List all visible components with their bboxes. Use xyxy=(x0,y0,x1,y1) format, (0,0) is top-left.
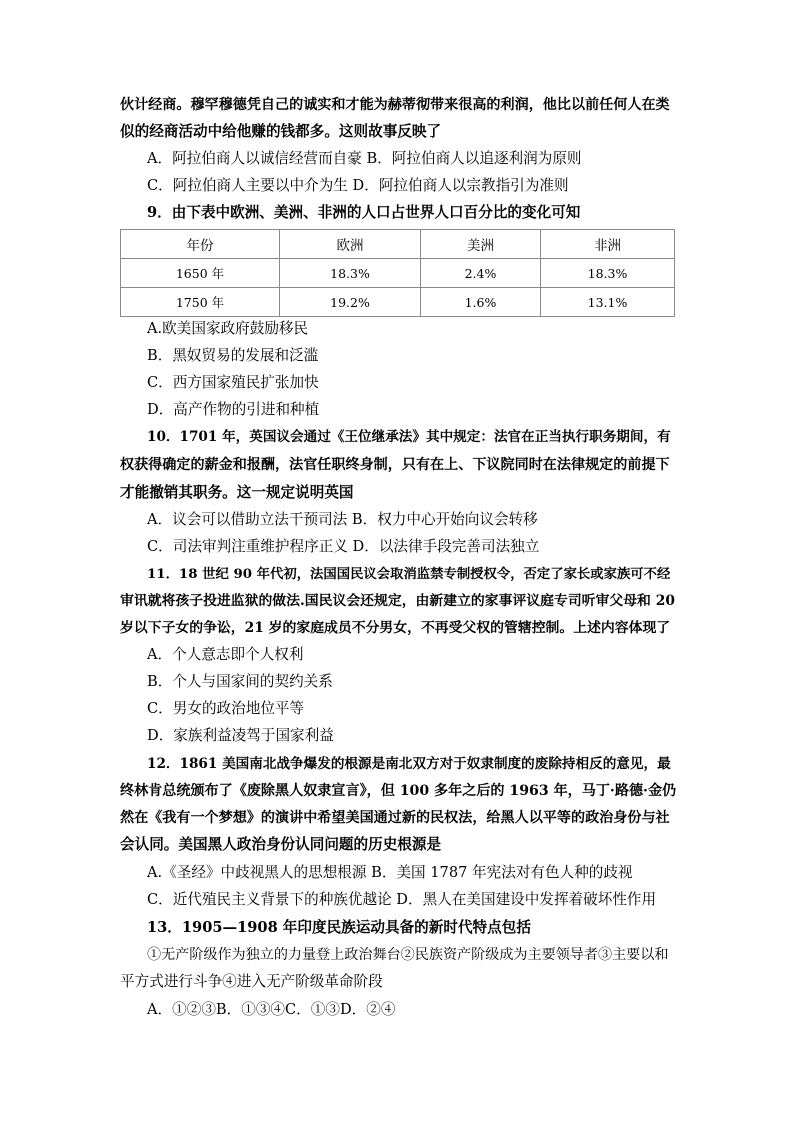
q9-option-c: C．西方国家殖民扩张加快 xyxy=(147,374,319,391)
q9-option-a: A.欧美国家政府鼓励移民 xyxy=(147,320,309,337)
q10-options-cd: C．司法审判注重维护程序正义 D．以法律手段完善司法独立 xyxy=(147,538,540,555)
q10-stem-line-2: 权获得确定的薪金和报酬，法官任职终身制，只有在上、下议院同时在法律规定的前提下 xyxy=(120,457,670,473)
q8-options-ab: A．阿拉伯商人以诚信经营而自豪 B．阿拉伯商人以追逐利润为原则 xyxy=(147,150,582,167)
table-cell: 1650 年 xyxy=(121,259,280,288)
table-cell: 18.3% xyxy=(541,259,675,288)
q10-stem-line-1: 10．1701 年，英国议会通过《王位继承法》其中规定：法官在正当执行职务期间，有 xyxy=(147,429,671,445)
q8-options-cd: C．阿拉伯商人主要以中介为生 D．阿拉伯商人以宗教指引为准则 xyxy=(147,177,569,194)
table-header-cell: 非洲 xyxy=(541,230,675,259)
q11-option-c: C．男女的政治地位平等 xyxy=(147,700,305,717)
q11-option-d: D．家族利益凌驾于国家利益 xyxy=(147,727,334,744)
q12-stem-line-3: 然在《我有一个梦想》的演讲中希望美国通过新的民权法，给黑人以平等的政治身份与社 xyxy=(120,810,670,826)
q11-option-a: A．个人意志即个人权利 xyxy=(147,646,304,663)
table-cell: 1750 年 xyxy=(121,288,280,317)
table-cell: 1.6% xyxy=(421,288,541,317)
q12-stem-line-4: 会认同。美国黑人政治身份认同问题的历史根源是 xyxy=(120,836,442,853)
population-table xyxy=(120,229,675,317)
table-row xyxy=(121,288,675,317)
q11-option-b: B．个人与国家间的契约关系 xyxy=(147,673,333,690)
q10-options-ab: A．议会可以借助立法干预司法 B．权力中心开始向议会转移 xyxy=(147,511,538,528)
q11-stem-line-2: 审讯就将孩子投进监狱的做法.国民议会还规定，由新建立的家事评议庭专司听审父母和 20 xyxy=(120,593,675,609)
q9-option-b: B．黑奴贸易的发展和泛滥 xyxy=(147,347,319,364)
q9-option-d: D．高产作物的引进和种植 xyxy=(147,401,320,418)
q13-statements-line-1: ①无产阶级作为独立的力量登上政治舞台②民族资产阶级成为主要领导者③主要以和 xyxy=(147,947,669,963)
q12-stem-line-2: 终林肯总统颁布了《废除黑人奴隶宣言》，但 100 多年之后的 1963 年，马丁·路德·金仍 xyxy=(120,783,677,799)
table-cell: 2.4% xyxy=(421,259,541,288)
q8-stem-line-2: 似的经商活动中给他赚的钱都多。这则故事反映了 xyxy=(120,123,442,140)
table-cell: 18.3% xyxy=(280,259,421,288)
table-header-row xyxy=(121,230,675,259)
q11-stem-line-3: 岁以下子女的争讼，21 岁的家庭成员不分男女，不再受父权的管辖控制。上述内容体现了 xyxy=(120,620,671,636)
table-header-cell: 欧洲 xyxy=(280,230,421,259)
q13-statements-line-2: 平方式进行斗争④进入无产阶级革命阶段 xyxy=(120,973,383,990)
table-cell: 19.2% xyxy=(280,288,421,317)
table-header-cell: 美洲 xyxy=(421,230,541,259)
q11-stem-line-1: 11．18 世纪 90 年代初，法国国民议会取消监禁专制授权令，否定了家长或家族可不经 xyxy=(147,566,671,582)
q12-options-ab: A.《圣经》中歧视黑人的思想根源 B．美国 1787 年宪法对有色人种的歧视 xyxy=(147,864,633,881)
q13-stem: 13．1905—1908 年印度民族运动具备的新时代特点包括 xyxy=(147,919,531,936)
q12-stem-line-1: 12．1861 美国南北战争爆发的根源是南北双方对于奴隶制度的废除持相反的意见，最 xyxy=(147,756,671,772)
q13-options: A．①②③B．①③④C．①③D．②④ xyxy=(147,1001,396,1018)
table-row xyxy=(121,259,675,288)
q10-stem-line-3: 才能撤销其职务。这一规定说明英国 xyxy=(120,484,354,501)
q8-stem-line-1: 伙计经商。穆罕穆德凭自己的诚实和才能为赫蒂彻带来很高的利润，他比以前任何人在类 xyxy=(120,97,670,113)
table-header-cell: 年份 xyxy=(121,230,280,259)
q12-options-cd: C．近代殖民主义背景下的种族优越论 D．黑人在美国建设中发挥着破坏性作用 xyxy=(147,891,657,908)
table-cell: 13.1% xyxy=(541,288,675,317)
q9-stem: 9．由下表中欧洲、美洲、非洲的人口占世界人口百分比的变化可知 xyxy=(147,204,581,221)
